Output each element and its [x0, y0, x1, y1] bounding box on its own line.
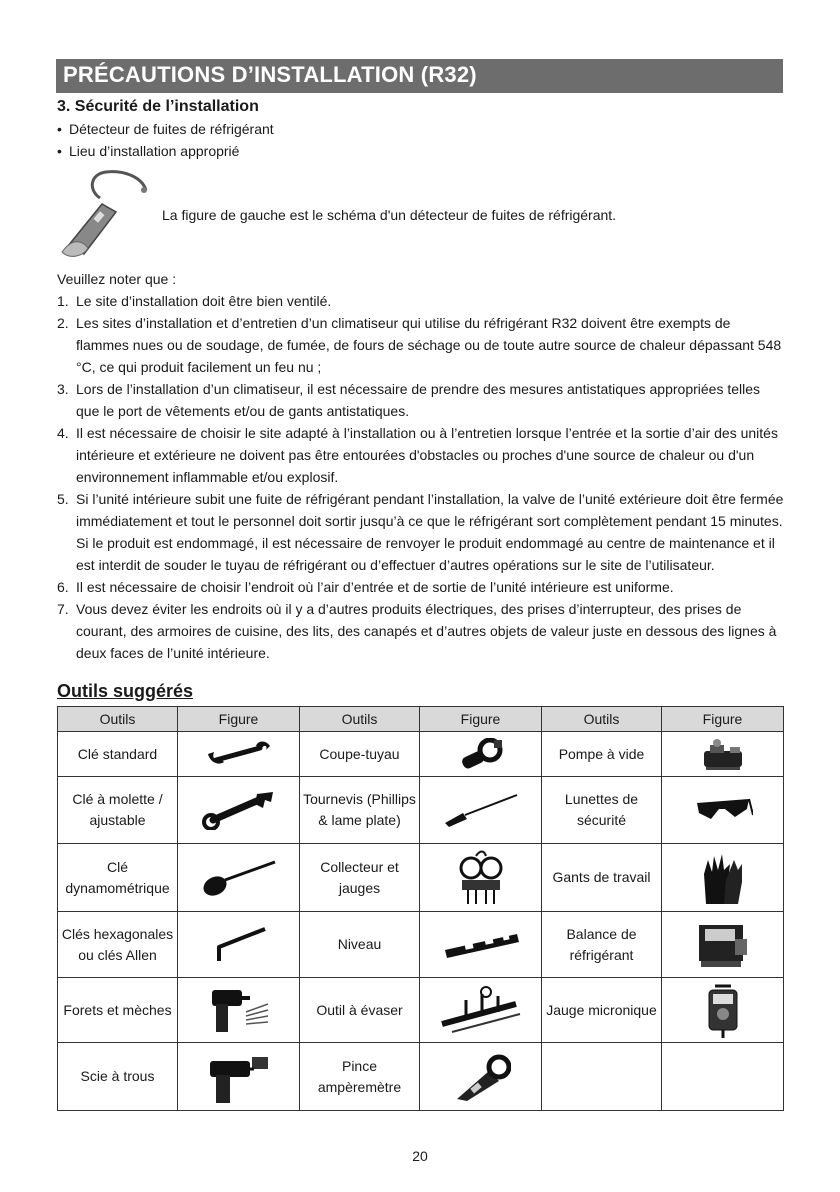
table-row [58, 732, 784, 777]
table-row [58, 978, 784, 1043]
torque-wrench-icon [199, 858, 279, 898]
note-text: Vous devez éviter les endroits où il y a d’autres produits électriques, des prises d’interrupteur, des prises de courant, des armoires de cuisine, des lits, des canapés et d’autres objets de valeur juste en dessous des lignes à deux faces de l’unité intérieure. [76, 601, 777, 661]
note-text: Lors de l’installation d’un climatiseur, il est nécessaire de prendre des mesures antistatiques appropriées telles que le port de vêtements et/ou de gants antistatiques. [76, 381, 761, 419]
note-number: 6. [57, 579, 69, 595]
screwdriver-icon [441, 793, 521, 827]
column-header: Figure [178, 707, 300, 732]
tool-name: Balance de réfrigérant [542, 912, 662, 978]
tool-figure-cell [662, 912, 784, 978]
tool-name: Clés hexagonales ou clés Allen [58, 912, 178, 978]
tool-name: Lunettes de sécurité [542, 777, 662, 844]
tool-name: Scie à trous [58, 1043, 178, 1111]
tool-name: Tournevis (Phillips & lame plate) [300, 777, 420, 844]
micron-gauge-icon [701, 982, 745, 1038]
tool-name: Outil à évaser [300, 978, 420, 1043]
note-text: Il est nécessaire de choisir l’endroit où l’air d’entrée et de sortie de l’unité intérieure est uniforme. [76, 579, 674, 595]
tool-name [542, 1043, 662, 1111]
tool-figure-cell [420, 978, 542, 1043]
tool-figure-cell [178, 1043, 300, 1111]
tools-table [57, 706, 784, 1111]
note-item [57, 312, 787, 378]
note-item [57, 576, 787, 598]
note-text: Si l’unité intérieure subit une fuite de réfrigérant pendant l’installation, la valve de l’unité extérieure doit être fermée immédiatement et tout le personnel doit sortir jusqu’à ce que le réfrigérant sort complètement pendant 15 minutes. Si le produit est endommagé, il est nécessaire de renvoyer le produit endommagé au centre de maintenance et il est interdit de souder le tuyau de réfrigérant ou d’effectuer d’autres opérations sur le site de l’utilisateur. [76, 491, 784, 573]
tool-name: Jauge micronique [542, 978, 662, 1043]
tool-name: Clé dynamométrique [58, 844, 178, 912]
note-item [57, 378, 787, 422]
drill-icon [206, 984, 272, 1036]
tool-name: Clé standard [58, 732, 178, 777]
column-header: Outils [542, 707, 662, 732]
page-title: PRÉCAUTIONS D’INSTALLATION (R32) [63, 62, 477, 87]
table-header-row [58, 707, 784, 732]
section-heading: 3. Sécurité de l’installation [57, 98, 259, 115]
tool-name: Pompe à vide [542, 732, 662, 777]
note-item [57, 598, 787, 664]
table-row [58, 912, 784, 978]
table-row [58, 1043, 784, 1111]
tool-figure-cell [662, 978, 784, 1043]
tool-figure-cell [178, 777, 300, 844]
clamp-meter-icon [451, 1053, 511, 1101]
note-number: 2. [57, 315, 69, 331]
column-header: Figure [662, 707, 784, 732]
refrigerant-scale-icon [695, 919, 751, 971]
note-text: Les sites d’installation et d’entretien d’un climatiseur qui utilise du réfrigérant R32 doivent être exempts de flammes nues ou de soudage, de fumée, de fours de séchage ou de toute autre source de chaleur dépassant 548 °C, ce qui produit facilement un feu nu ; [76, 315, 782, 375]
tool-name: Pince ampèremètre [300, 1043, 420, 1111]
note-number: 7. [57, 601, 69, 617]
work-gloves-icon [698, 850, 748, 906]
adjustable-wrench-icon [199, 790, 279, 830]
level-icon [441, 930, 521, 960]
tool-figure-cell [178, 912, 300, 978]
tools-heading: Outils suggérés [57, 681, 194, 701]
note-item [57, 422, 787, 488]
column-header: Outils [58, 707, 178, 732]
table-row [58, 844, 784, 912]
tool-figure-cell [662, 844, 784, 912]
tool-figure-cell [178, 732, 300, 777]
tool-name: Niveau [300, 912, 420, 978]
tool-figure-cell [662, 777, 784, 844]
flaring-tool-icon [436, 984, 526, 1036]
manifold-gauge-icon [456, 850, 506, 906]
tool-name: Collecteur et jauges [300, 844, 420, 912]
tool-figure-cell [420, 844, 542, 912]
tool-figure-cell [662, 732, 784, 777]
tool-figure-cell [420, 912, 542, 978]
bullet-item: • Détecteur de fuites de réfrigérant [57, 121, 274, 137]
notes-intro: Veuillez noter que : [57, 271, 177, 287]
tool-name: Gants de travail [542, 844, 662, 912]
safety-glasses-icon [693, 795, 753, 825]
notes-list [57, 268, 787, 664]
figure-caption: La figure de gauche est le schéma d'un détecteur de fuites de réfrigérant. [162, 207, 617, 223]
wrench-icon [204, 740, 274, 768]
note-item [57, 488, 787, 576]
note-number: 5. [57, 491, 69, 507]
tool-name: Forets et mèches [58, 978, 178, 1043]
tool-figure-cell [420, 777, 542, 844]
vacuum-pump-icon [700, 737, 746, 771]
bullet-item: • Lieu d’installation approprié [57, 143, 240, 159]
tool-figure-cell [420, 1043, 542, 1111]
bullet-text: Lieu d’installation approprié [69, 143, 240, 159]
tool-figure-cell [178, 844, 300, 912]
tool-figure-cell [178, 978, 300, 1043]
column-header: Outils [300, 707, 420, 732]
leak-detector-icon [58, 168, 150, 260]
hole-saw-icon [204, 1049, 274, 1105]
table-row [58, 777, 784, 844]
note-number: 1. [57, 293, 69, 309]
allen-key-icon [209, 925, 269, 965]
note-number: 4. [57, 425, 69, 441]
tool-name: Clé à molette / ajustable [58, 777, 178, 844]
note-item [57, 290, 787, 312]
tool-figure-cell [662, 1043, 784, 1111]
bullet-text: Détecteur de fuites de réfrigérant [69, 121, 274, 137]
page-title-bar [56, 59, 783, 93]
note-text: Il est nécessaire de choisir le site adapté à l’installation ou à l’entretien lorsque l’entrée et la sortie d’air des unités intérieure et extérieure ne doivent pas être entourées d'obstacles ou proches d'une source de chaleur ou d'un environnement inflammable et/ou explosif. [76, 425, 778, 485]
tool-figure-cell [420, 732, 542, 777]
tool-name: Coupe-tuyau [300, 732, 420, 777]
note-number: 3. [57, 381, 69, 397]
note-text: Le site d’installation doit être bien ventilé. [76, 293, 332, 309]
pipe-cutter-icon [456, 738, 506, 770]
page-number: 20 [412, 1148, 428, 1164]
column-header: Figure [420, 707, 542, 732]
